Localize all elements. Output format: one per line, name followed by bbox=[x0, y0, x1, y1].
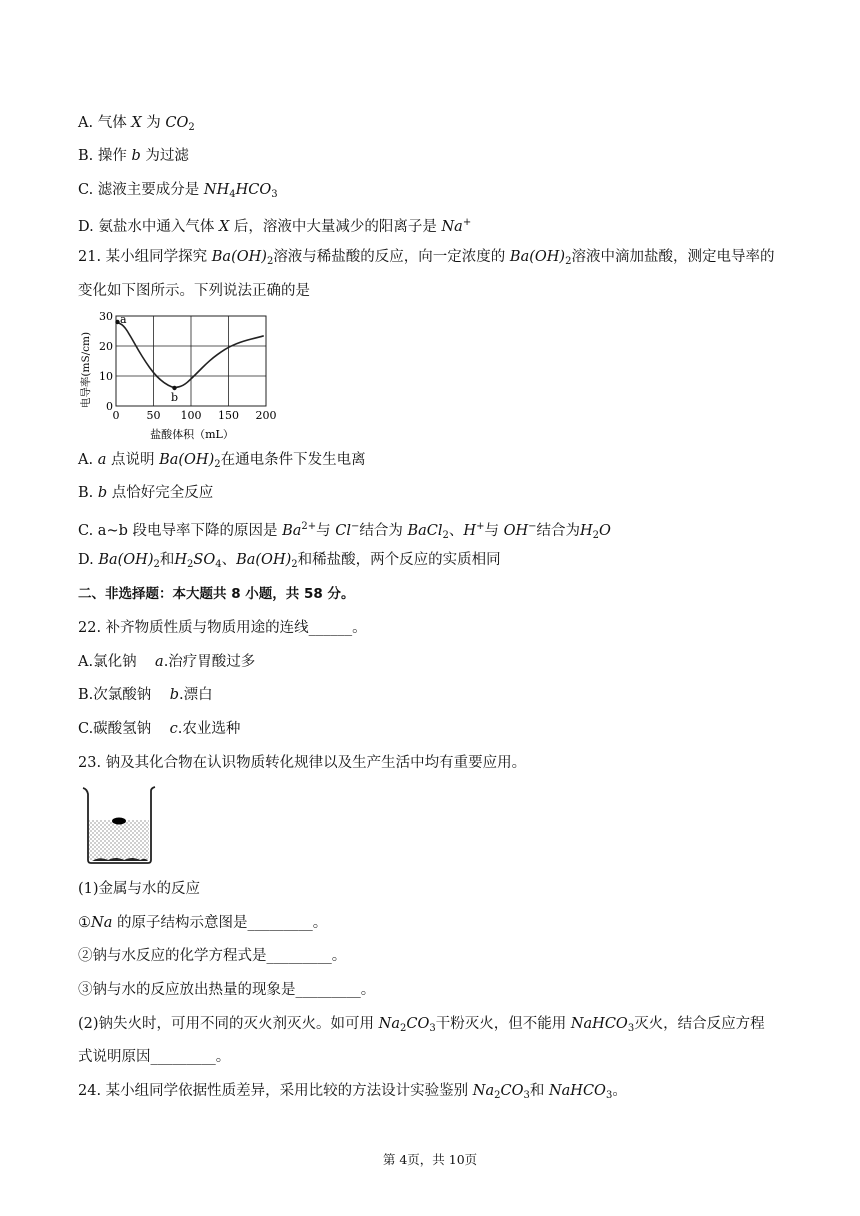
q22-pair-c: C.碳酸氢钠 c.农业选种 bbox=[78, 721, 241, 737]
q23-part1-b: ②钠与水反应的化学方程式是_________。 bbox=[78, 948, 347, 964]
q23-part1-a: ①Na 的原子结构示意图是_________。 bbox=[78, 915, 328, 931]
q20-option-b: B. 操作 b 为过滤 bbox=[78, 148, 189, 164]
x-tick-label: 50 bbox=[146, 409, 161, 422]
y-tick-label: 30 bbox=[99, 310, 113, 323]
q23-part2-line1: (2)钠失火时，可用不同的灭火剂灭火。如可用 $Na_2CO_3$干粉灭火，但不能用 NaHCO$_3$灭火，结合反应方程 bbox=[78, 1016, 765, 1034]
q21-option-c: C. a~b 段电导率下降的原因是 $Ba^{2+}$与 Cl−结合为 BaCl$_2$、H+与 OH−结合为$H_2O$ bbox=[78, 521, 611, 541]
section-heading: 二、非选择题：本大题共 8 小题，共 58 分。 bbox=[78, 586, 355, 602]
y-tick-label: 0 bbox=[106, 400, 113, 413]
point-label-a: a bbox=[120, 313, 127, 326]
series-line bbox=[116, 322, 264, 387]
q23-part1-c: ③钠与水的反应放出热量的现象是_________。 bbox=[78, 982, 376, 998]
beaker-liquid bbox=[89, 820, 149, 860]
q20-option-c: C. 滤液主要成分是 $NH_4HCO_3$ bbox=[78, 182, 278, 200]
y-tick-label: 20 bbox=[99, 340, 113, 353]
beaker-illustration bbox=[80, 784, 160, 866]
q21-option-a: A. a 点说明 $Ba(OH)_2$在通电条件下发生电离 bbox=[78, 452, 366, 470]
q21-stem-line2: 变化如下图所示。下列说法正确的是 bbox=[78, 283, 310, 299]
q22-pair-b: B.次氯酸钠 b.漂白 bbox=[78, 687, 213, 703]
q21-stem-line1: 21. 某小组同学探究 $Ba(OH)_2$溶液与稀盐酸的反应，向一定浓度的 $Ba(OH)_2$溶液中滴加盐酸，测定电导率的 bbox=[78, 249, 775, 267]
q22-pair-a: A.氯化钠 a.治疗胃酸过多 bbox=[78, 654, 256, 670]
q22-stem: 22. 补齐物质性质与物质用途的连线______。 bbox=[78, 620, 367, 636]
point-b bbox=[172, 386, 176, 390]
q20-option-a: A. 气体 X 为 $CO_2$ bbox=[78, 115, 195, 133]
point-label-b: b bbox=[170, 391, 179, 404]
page-footer: 第 4页，共 10页 bbox=[382, 1152, 478, 1167]
x-axis-label: 盐酸体积（mL） bbox=[150, 428, 234, 441]
q23-stem: 23. 钠及其化合物在认识物质转化规律以及生产生活中均有重要应用。 bbox=[78, 755, 527, 771]
y-tick-label: 10 bbox=[99, 370, 113, 383]
x-tick-label: 0 bbox=[112, 409, 120, 422]
q23-part1: (1)金属与水的反应 bbox=[78, 881, 201, 897]
q21-option-d: D. $Ba(OH)_2$和$H_2SO_4$、$Ba(OH)_2$和稀盐酸，两个反应的实质相同 bbox=[78, 552, 501, 570]
chart-ticks bbox=[99, 310, 277, 422]
x-tick-label: 100 bbox=[180, 409, 202, 422]
sodium-piece bbox=[112, 818, 126, 825]
q21-option-b: B. b 点恰好完全反应 bbox=[78, 485, 214, 501]
y-axis-label: 电导率(mS/cm) bbox=[80, 331, 92, 409]
x-tick-label: 150 bbox=[218, 409, 239, 422]
q20-option-d: D. 氨盐水中通入气体 X 后，溶液中大量减少的阳离子是 Na+ bbox=[78, 217, 472, 235]
conductivity-chart bbox=[76, 306, 286, 444]
chart-grid bbox=[116, 316, 266, 406]
q23-part2-line2: 式说明原因_________。 bbox=[78, 1049, 231, 1065]
q24-stem: 24. 某小组同学依据性质差异，采用比较的方法设计实验鉴别 $Na_2CO_3$和 NaHCO$_3$。 bbox=[78, 1083, 627, 1101]
x-tick-label: 200 bbox=[255, 409, 277, 422]
